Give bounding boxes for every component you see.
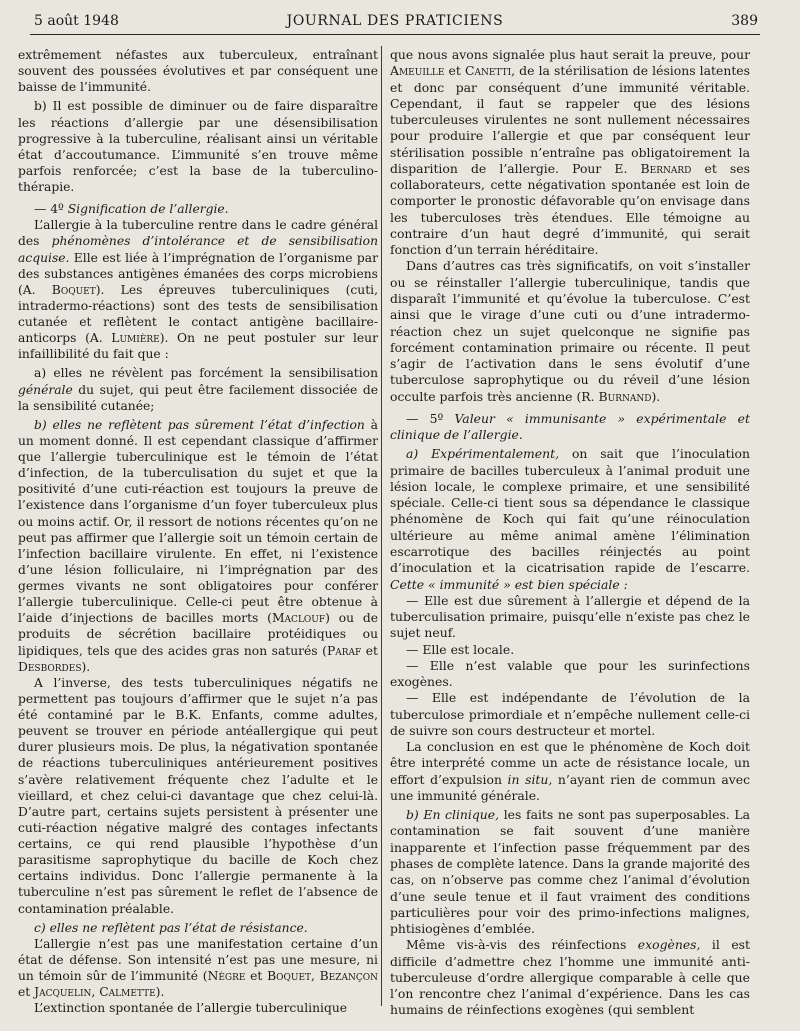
author-name: Burnand [598, 388, 652, 404]
text-run: ). [155, 985, 165, 1000]
text-run: il est difficile d’admettre chez l’homme une immunité anti-tuberculeuse d’ordre allergique comparable à celle que l’on rencontre chez l’animal d’expérience. Dans les cas humains de réinfections exogènes (qui semblent [390, 937, 750, 1018]
author-name: Boquet [51, 282, 96, 297]
text-run-italic: phénomènes d’intolérance et de sensibilisation acquise. [18, 234, 378, 265]
author-name: Bezançon [319, 969, 378, 983]
author-name: Ameuille [390, 63, 445, 79]
right-column [390, 47, 750, 1019]
text-run: et [245, 969, 268, 983]
journal-title: JOURNAL DES PRATICIENS [286, 13, 504, 29]
text-run-italic: c) elles ne reflètent pas l’état de résistance. [34, 920, 308, 935]
section-heading-4 [18, 201, 378, 217]
author-name: Boquet [267, 969, 312, 983]
text-run-italic: b) elles ne reflètent pas sûrement l’état d’infection [34, 417, 365, 432]
page-number: 389 [731, 13, 758, 29]
author-name: Maclouf [271, 611, 326, 626]
paragraph-immunity-decline: extrêmement néfastes aux tuberculeux, entraînant souvent des poussées évolutives et par conséquent une baisse de l’immunité. [18, 48, 378, 95]
paragraph-reinfections [390, 937, 750, 1018]
dash-item: — Elle est locale. [406, 641, 515, 657]
author-name: Lumière [111, 331, 160, 346]
text-run: et [444, 63, 465, 79]
left-column [18, 47, 378, 1016]
text-run-italic: exogènes, [637, 937, 701, 953]
text-run: Dans d’autres cas très significatifs, on voit s’installer ou se réinstaller l’allergie tuberculinique, tandis que disparaît l’immunité et qu’évolue la tuberculose. C’est ainsi que le virage d’une cuti ou d’une intradermo-réaction chez un sujet quelconque ne signifie pas forcément contamination primaire ou récente. Il peut s’agir de l’activation dans le sens évolutif d’une tuberculose saprophytique ou du réveil d’une lésion occulte parfois très ancienne (R. [390, 258, 750, 404]
text-run: ) ou de produits de sécrétion bacillaire protéidiques ou lipidiques, tels que des acides gras non saturés ( [18, 611, 378, 658]
text-run: ). [81, 659, 91, 674]
text-run: a) elles ne révèlent pas forcément la sensibilisation [34, 366, 378, 381]
author-name: Desbordes [18, 659, 82, 674]
dash-item: — Elle est indépendante de l’évolution de la tuberculose primordiale et n’empêche nullement celle-ci de suivre son cours destructeur et mortel. [390, 690, 750, 738]
text-run: La conclusion en est que le phénomène de Koch doit être interprété comme un acte de résistance locale, un effort d’expulsion [390, 739, 750, 787]
running-header [30, 10, 760, 35]
paragraph-negative-tests: A l’inverse, des tests tuberculiniques négatifs ne permettent pas toujours d’affirmer que le sujet n’a pas été contaminé par le B.K. Enfants, comme adultes, peuvent se trouver en période antéallergique qui peut durer plusieurs mois. De plus, la négativation spontanée de réactions tuberculiniques antérieurement positives s’avère relativement fréquente chez l’adulte et le vieillard, et chez celui-ci davantage que chez celui-là. D’autre part, certains sujets persistent à présenter une cuti-réaction négative malgré des contages infectants certains, ce qui rend plausible l’hypothèse d’un parasitisme saprophytique du bacille de Koch chez certains individus. Donc l’allergie permanente à la tuberculine n’est pas sûrement le reflet de l’absence de contamination préalable. [18, 675, 378, 916]
text-run: et [361, 643, 378, 658]
text-run: du sujet, qui peut être facilement dissociée de la sensibilité cutanée; [18, 382, 378, 413]
author-name: Nègre [207, 969, 246, 983]
text-run: L’allergie n’est pas une manifestation certaine d’un état de défense. Son intensité n’est pas une mesure, ni un témoin sûr de l’immunité ( [18, 936, 378, 983]
list-item-a [18, 365, 378, 413]
paragraph-extinction: L’extinction spontanée de l’allergie tuberculinique [34, 1001, 348, 1016]
text-run-italic: in situ, [507, 771, 553, 787]
heading-title: Signification de l’allergie. [67, 202, 229, 217]
text-run: Même vis-à-vis des réinfections [406, 937, 638, 953]
list-item-b [18, 417, 378, 675]
dash-item: — Elle n’est valable que pour les surinfections exogènes. [390, 657, 750, 690]
list-item-experimental [390, 446, 750, 592]
text-run: on sait que l’inoculation primaire de bacilles tuberculeux à l’animal produit une lésion locale, le complexe primaire, et une sensibilité spéciale. Celle-ci tient sous sa dépendance le classique phénomène de Koch qui fait qu’une réinoculation ultérieure au même animal amène l’élimination escarrotique des bacilles réinjectés au point d’inoculation et la cicatrisation rapide de l’escarre. [390, 446, 750, 576]
author-name: Jacquelin [34, 985, 92, 1000]
paragraph-sterilization [390, 47, 750, 258]
author-name: Canetti [464, 63, 512, 79]
text-run: , [91, 985, 100, 1000]
author-name: Calmette [99, 985, 156, 1000]
text-run: , [311, 969, 320, 983]
heading-number: — 5º [406, 410, 455, 426]
text-run: Elle est liée à l’imprégnation de l’organisme par des substances antigènes émanées des corps microbiens (A. [18, 250, 378, 297]
dash-item: — Elle est due sûrement à l’allergie et dépend de la tuberculisation primaire, puisqu’elle n’existe pas chez le sujet neuf. [390, 592, 750, 641]
heading-number: — 4º [34, 202, 68, 217]
text-run: ). Les épreuves tuberculiniques (cuti, intradermo-réactions) sont des tests de sensibilisation cutanée et reflètent le contact antigène bacillaire-anticorps (A. [18, 282, 378, 346]
paragraph-allergy-definition [18, 217, 378, 362]
heading-title: Valeur « immunisante » expérimentale et clinique de l’allergie. [390, 410, 750, 443]
text-run-italic: b) En clinique, [406, 807, 500, 823]
list-item-c [18, 920, 378, 936]
paragraph-desensitization: b) Il est possible de diminuer ou de faire disparaître les réactions d’allergie par une désensibilisation progressive à la tuberculine, réalisant ainsi un véritable état d’accoutumance. L’immunité s’en trouve même parfois renforcée; c’est la base de la tuberculino-thérapie. [18, 99, 378, 194]
paragraph-defense-state [18, 936, 378, 1001]
column-divider [381, 46, 382, 1006]
text-run: L’allergie à la tuberculine rentre dans le cadre général des [18, 218, 378, 249]
paragraph-conclusion [390, 739, 750, 804]
section-heading-5 [390, 411, 750, 444]
header-date: 5 août 1948 [34, 13, 119, 29]
text-run-italic: générale [18, 382, 73, 397]
text-run-italic: Cette « immunité » est bien spéciale : [390, 576, 628, 592]
text-run: , de la stérilisation de lésions latentes et donc par conséquent d’une immunité véritable. Cependant, il faut se rappeler que des lésions tuberculeuses virulentes ne sont nullement nécessaires pour produire l’allergie et que par conséquent leur stérilisation possible n’entraîne pas obligatoirement la disparition de l’allergie. Pour E. [390, 63, 750, 176]
text-run: n’ayant rien de commun avec une immunité générale. [390, 771, 751, 803]
paragraph-reinstallation [390, 258, 750, 404]
list-item-clinical [390, 807, 750, 937]
text-run: à un moment donné. Il est cependant classique d’affirmer que l’allergie tuberculinique est le témoin de l’état d’infection, de la tuberculisation du sujet et que la positivité d’une cuti-réaction est toujours la preuve de l’existence dans l’organisme d’un foyer tuberculeux plus ou moins actif. Or, il ressort de notions récentes qu’on ne peut pas affirmer que l’allergie soit un témoin certain de l’infection bacillaire virulente. En effet, ni l’existence d’une lésion folliculaire, ni l’imprégnation par des germes vivants ne sont obligatoires pour conférer l’allergie tuberculinique. Celle-ci peut être obtenue à l’aide d’injections de bacilles morts ( [18, 417, 378, 626]
author-name: Bernard [640, 160, 692, 176]
text-run-italic: a) Expérimentalement, [406, 446, 560, 462]
text-run: que nous avons signalée plus haut serait la preuve, pour [390, 47, 750, 62]
text-run: les faits ne sont pas superposables. La contamination se fait souvent d’une manière inapparente et l’infection passe fréquemment par des phases de complète latence. Dans la grande majorité des cas, on n’observe pas comme chez l’animal d’évolution d’une seule tenue et il faut vraiment des conditions particulières pour voir des primo-infections malignes, phtisiogènes d’emblée. [390, 807, 750, 937]
author-name: Paraf [326, 643, 362, 658]
text-run: ). On ne peut postuler sur leur infaillibilité du fait que : [18, 331, 378, 362]
text-run: ). [651, 388, 661, 404]
text-run: et ses collaborateurs, cette négativation spontanée est loin de comporter le pronostic défavorable qu’on envisage dans les tuberculoses très étendues. Elle témoigne au contraire d’un haut degré d’immunité, qui serait fonction d’un terrain héréditaire. [390, 160, 750, 258]
text-run: et [18, 985, 35, 1000]
